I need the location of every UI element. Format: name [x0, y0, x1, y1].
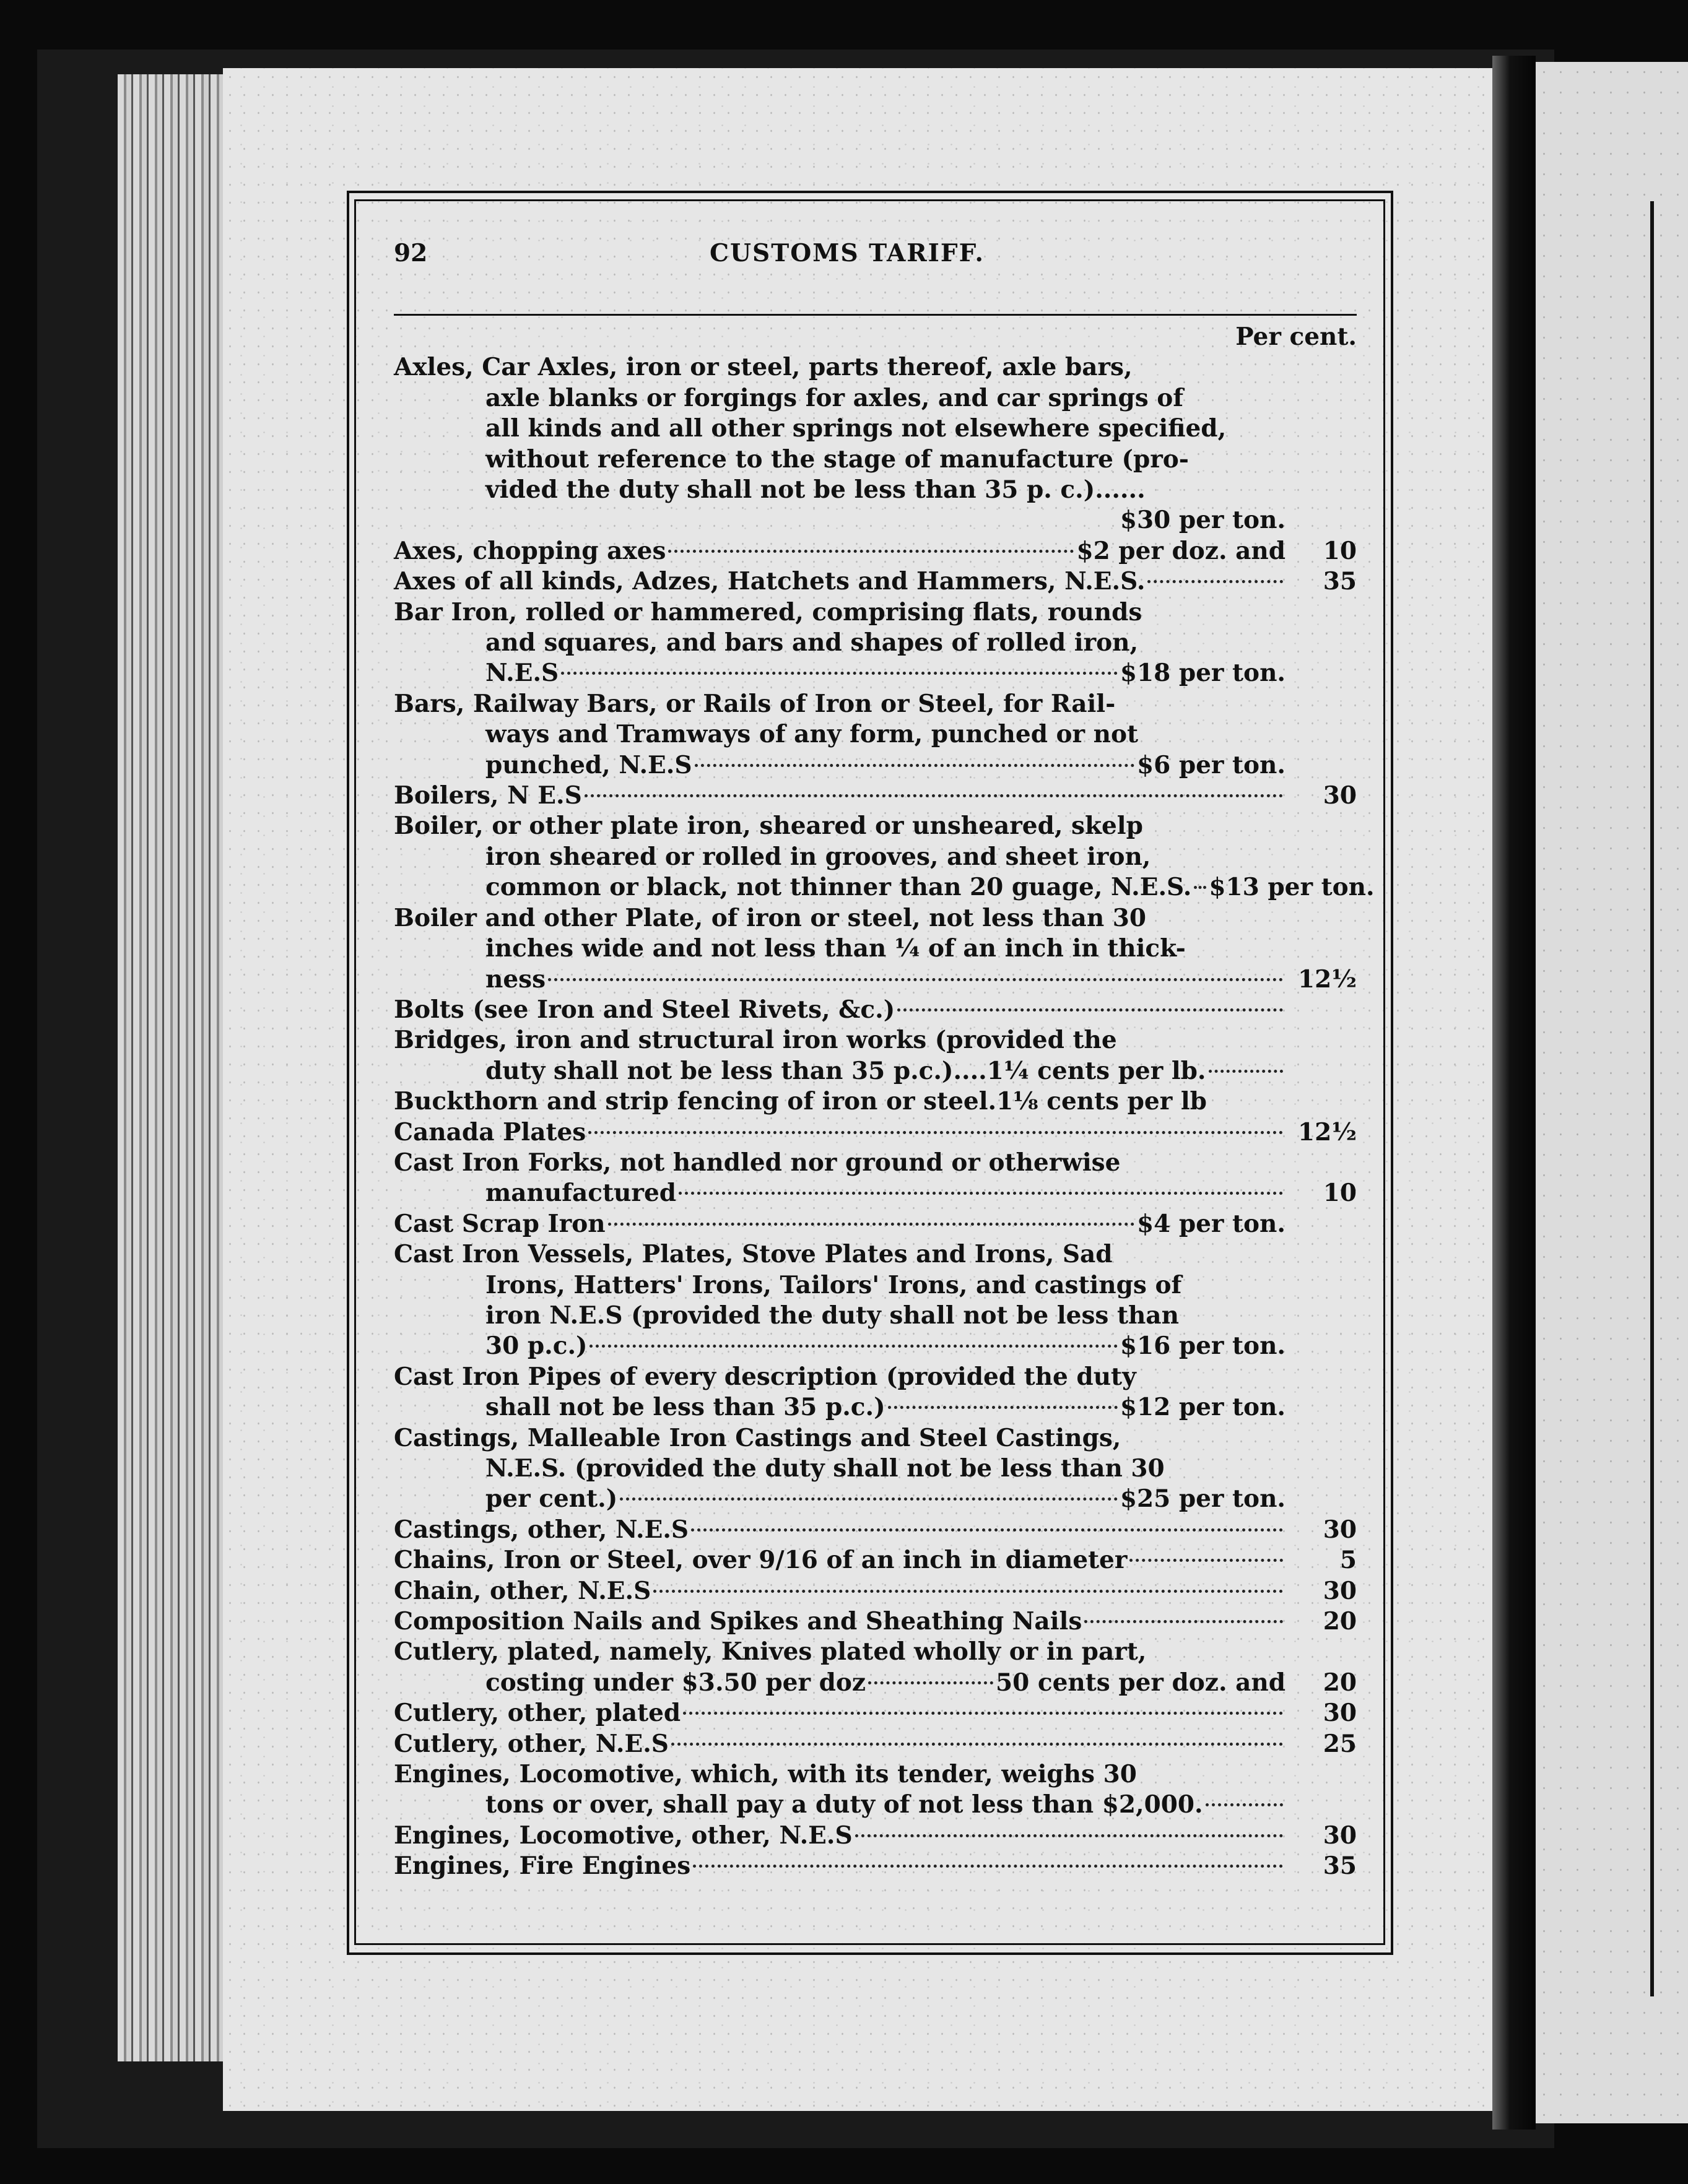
- dot-leader: [620, 1497, 1118, 1501]
- entry-line: [394, 903, 1286, 934]
- entry-text: Cutlery, other, plated: [394, 1699, 681, 1728]
- dot-leader: [588, 1131, 1283, 1134]
- tariff-entry: [394, 1025, 1357, 1086]
- entry-line: [394, 1086, 1286, 1117]
- tariff-entry: [394, 1209, 1357, 1239]
- entry-text: Engines, Locomotive, which, with its tender, weighs 30: [394, 1760, 1137, 1789]
- tariff-entries: [394, 352, 1375, 1881]
- entry-line: [394, 1301, 1286, 1331]
- dot-leader: [695, 764, 1134, 767]
- entry-line: [394, 658, 1286, 688]
- entry-text: Bolts (see Iron and Steel Rivets, &c.): [394, 995, 895, 1024]
- specific-duty: $13 per ton.: [1209, 873, 1375, 902]
- per-cent-rate: 30: [1323, 1515, 1357, 1544]
- dot-leader: [1209, 1070, 1284, 1073]
- dot-leader: [608, 1223, 1134, 1226]
- entry-text: Cutlery, plated, namely, Knives plated wholly or in part,: [394, 1637, 1147, 1666]
- tariff-entry: [394, 1515, 1357, 1545]
- tariff-entry: [394, 536, 1357, 566]
- dot-leader: [1129, 1559, 1283, 1562]
- running-header: [394, 238, 1357, 278]
- dot-leader: [589, 1345, 1117, 1348]
- entry-text: axle blanks or forgings for axles, and car springs of: [485, 383, 1184, 412]
- entry-text: ways and Tramways of any form, punched or not: [485, 720, 1139, 749]
- dot-leader: [585, 794, 1283, 797]
- entry-text: Irons, Hatters' Irons, Tailors' Irons, and castings of: [485, 1270, 1182, 1299]
- entry-line: [394, 536, 1286, 566]
- entry-line: [394, 1545, 1286, 1575]
- per-cent-rate: 20: [1323, 1607, 1357, 1636]
- entry-line: [394, 719, 1286, 750]
- entry-line: [394, 1698, 1286, 1728]
- entry-line: [394, 842, 1286, 872]
- entry-line: [394, 1759, 1286, 1790]
- entry-text: Composition Nails and Spikes and Sheathing Nails: [394, 1607, 1082, 1636]
- entry-text: Boiler, or other plate iron, sheared or unsheared, skelp: [394, 812, 1143, 841]
- entry-line: [394, 1576, 1286, 1606]
- entry-text: Buckthorn and strip fencing of iron or steel.1⅛ cents per lb: [394, 1087, 1207, 1116]
- tariff-entry: [394, 566, 1357, 597]
- entry-text: Axes, chopping axes: [394, 536, 666, 565]
- specific-duty: $16 per ton.: [1120, 1332, 1286, 1361]
- per-cent-rate: 25: [1323, 1729, 1357, 1758]
- tariff-entry: [394, 1239, 1357, 1362]
- entry-line: [394, 1729, 1286, 1759]
- tariff-entry: [394, 1729, 1357, 1759]
- entry-line: [394, 383, 1286, 414]
- header-rule: [394, 314, 1357, 316]
- specific-duty: $18 per ton.: [1120, 659, 1286, 688]
- tariff-entry: [394, 1362, 1357, 1423]
- tariff-entry: [394, 781, 1357, 811]
- specific-duty: $12 per ton.: [1120, 1393, 1286, 1422]
- entry-text: tons or over, shall pay a duty of not less than $2,000.: [485, 1790, 1203, 1819]
- per-cent-rate: 20: [1323, 1668, 1357, 1697]
- entry-text: Engines, Locomotive, other, N.E.S: [394, 1821, 853, 1850]
- per-cent-rate: 10: [1323, 536, 1357, 565]
- entry-line: [394, 1056, 1286, 1086]
- dot-leader: [1194, 886, 1206, 889]
- tariff-entry: [394, 811, 1375, 903]
- entry-text: per cent.): [485, 1484, 618, 1514]
- entry-line: [394, 1148, 1286, 1178]
- tariff-entry: [394, 352, 1357, 535]
- dot-leader: [679, 1192, 1283, 1195]
- tariff-entry: [394, 1637, 1357, 1698]
- dot-leader: [683, 1712, 1283, 1715]
- per-cent-rate: 12½: [1298, 964, 1357, 994]
- tariff-entry: [394, 903, 1357, 995]
- book-gutter: [1492, 56, 1536, 2130]
- entry-text: N.E.S: [485, 659, 559, 688]
- entry-line: [394, 1025, 1286, 1055]
- entry-line: [394, 1637, 1286, 1667]
- per-cent-rate: 35: [1323, 567, 1357, 596]
- tariff-entry: [394, 1423, 1357, 1515]
- tariff-entry: [394, 1148, 1357, 1209]
- per-cent-rate: 30: [1323, 1699, 1357, 1728]
- tariff-entry: [394, 689, 1357, 781]
- per-cent-rate: 12½: [1298, 1117, 1357, 1146]
- entry-line: [394, 352, 1286, 383]
- entry-line: [394, 597, 1286, 628]
- entry-line: [394, 1362, 1286, 1392]
- specific-duty: 50 cents per doz. and: [996, 1668, 1286, 1697]
- entry-text: 30 p.c.): [485, 1332, 588, 1361]
- page-title: CUSTOMS TARIFF.: [710, 239, 985, 267]
- entry-line: [394, 1484, 1286, 1514]
- entry-line: [394, 628, 1286, 658]
- entry-text: Chains, Iron or Steel, over 9/16 of an inch in diameter: [394, 1546, 1128, 1575]
- dot-leader: [671, 1743, 1283, 1746]
- entry-line: [394, 505, 1286, 535]
- per-cent-rate: 30: [1323, 781, 1357, 810]
- entry-line: [394, 1239, 1286, 1270]
- entry-line: [394, 1454, 1286, 1484]
- dot-leader: [1206, 1803, 1283, 1806]
- entry-line: [394, 872, 1375, 903]
- entry-line: [394, 1178, 1286, 1208]
- entry-text: punched, N.E.S: [485, 750, 692, 779]
- dot-leader: [548, 978, 1283, 981]
- tariff-entry: [394, 1086, 1357, 1117]
- entry-text: without reference to the stage of manufacture (pro-: [485, 444, 1189, 474]
- entry-line: [394, 566, 1286, 597]
- entry-line: [394, 964, 1286, 995]
- entry-text: N.E.S. (provided the duty shall not be less than 30: [485, 1454, 1165, 1483]
- tariff-entry: [394, 995, 1357, 1025]
- entry-line: [394, 995, 1286, 1025]
- entry-text: Castings, Malleable Iron Castings and Steel Castings,: [394, 1423, 1121, 1452]
- dot-leader: [1147, 580, 1283, 583]
- dot-leader: [653, 1590, 1283, 1593]
- tariff-content: [394, 238, 1375, 1882]
- tariff-entry: [394, 1821, 1357, 1851]
- entry-line: [394, 934, 1286, 964]
- dot-leader: [855, 1834, 1283, 1837]
- dot-leader: [693, 1865, 1283, 1868]
- entry-line: [394, 1392, 1286, 1423]
- dot-leader: [691, 1528, 1283, 1532]
- entry-text: inches wide and not less than ¼ of an inch in thick-: [485, 934, 1186, 963]
- dot-leader: [668, 550, 1074, 553]
- entry-text: Cutlery, other, N.E.S: [394, 1729, 669, 1758]
- entry-text: Cast Scrap Iron: [394, 1209, 606, 1238]
- entry-text: Axles, Car Axles, iron or steel, parts thereof, axle bars,: [394, 353, 1133, 382]
- tariff-entry: [394, 1698, 1357, 1728]
- specific-duty: $25 per ton.: [1120, 1484, 1286, 1514]
- per-cent-rate: 30: [1323, 1821, 1357, 1850]
- entry-text: costing under $3.50 per doz: [485, 1668, 866, 1697]
- entry-line: [394, 1423, 1286, 1454]
- entry-text: Cast Iron Forks, not handled nor ground or otherwise: [394, 1148, 1121, 1177]
- facing-page: [1536, 62, 1688, 2123]
- entry-text: shall not be less than 35 p.c.): [485, 1393, 885, 1422]
- entry-text: Engines, Fire Engines: [394, 1852, 691, 1881]
- per-cent-rate: 10: [1323, 1179, 1357, 1208]
- entry-line: [394, 444, 1286, 475]
- per-cent-rate: 35: [1323, 1852, 1357, 1881]
- entry-text: Bar Iron, rolled or hammered, comprising flats, rounds: [394, 597, 1142, 626]
- tariff-entry: [394, 1759, 1357, 1821]
- tariff-entry: [394, 1851, 1357, 1881]
- entry-line: [394, 1270, 1286, 1301]
- specific-duty: $4 per ton.: [1136, 1209, 1286, 1238]
- entry-text: Bars, Railway Bars, or Rails of Iron or Steel, for Rail-: [394, 689, 1116, 718]
- specific-duty: $6 per ton.: [1136, 750, 1286, 779]
- entry-line: [394, 1117, 1286, 1148]
- tariff-entry: [394, 1576, 1357, 1606]
- entry-line: [394, 1515, 1286, 1545]
- page-number: 92: [394, 239, 428, 267]
- entry-text: all kinds and all other springs not elsewhere specified,: [485, 414, 1227, 443]
- entry-line: [394, 811, 1286, 841]
- entry-text: Axes of all kinds, Adzes, Hatchets and Hammers, N.E.S.: [394, 567, 1146, 596]
- specific-duty: $30 per ton.: [1120, 506, 1286, 535]
- facing-page-border: [1650, 201, 1654, 1996]
- entry-line: [394, 475, 1286, 505]
- entry-line: [394, 1668, 1286, 1698]
- per-cent-rate: 30: [1323, 1576, 1357, 1605]
- entry-text: vided the duty shall not be less than 35 p. c.)......: [485, 475, 1146, 505]
- dot-leader: [897, 1008, 1283, 1012]
- entry-text: ness: [485, 964, 546, 994]
- entry-text: manufactured: [485, 1179, 677, 1208]
- entry-line: [394, 1851, 1286, 1881]
- tariff-entry: [394, 1545, 1357, 1575]
- tariff-entry: [394, 1117, 1357, 1148]
- entry-line: [394, 781, 1286, 811]
- dot-leader: [561, 672, 1118, 675]
- entry-text: Bridges, iron and structural iron works (provided the: [394, 1026, 1117, 1055]
- entry-line: [394, 1821, 1286, 1851]
- per-cent-rate: 5: [1339, 1546, 1357, 1575]
- entry-text: iron sheared or rolled in grooves, and sheet iron,: [485, 842, 1151, 871]
- entry-line: [394, 1331, 1286, 1361]
- entry-text: Boiler and other Plate, of iron or steel, not less than 30: [394, 903, 1147, 932]
- entry-text: Canada Plates: [394, 1117, 586, 1146]
- specific-duty: $2 per doz. and: [1076, 536, 1286, 565]
- entry-line: [394, 1606, 1286, 1637]
- entry-line: [394, 1209, 1286, 1239]
- entry-text: Castings, other, N.E.S: [394, 1515, 689, 1544]
- entry-text: Boilers, N E.S: [394, 781, 582, 810]
- entry-line: [394, 414, 1286, 444]
- per-cent-column-heading: Per cent.: [1235, 323, 1357, 351]
- entry-line: [394, 1790, 1286, 1820]
- entry-line: [394, 689, 1286, 719]
- entry-text: Cast Iron Vessels, Plates, Stove Plates and Irons, Sad: [394, 1240, 1113, 1269]
- entry-text: iron N.E.S (provided the duty shall not be less than: [485, 1301, 1179, 1330]
- entry-text: Cast Iron Pipes of every description (provided the duty: [394, 1362, 1136, 1391]
- entry-line: [394, 750, 1286, 781]
- entry-text: duty shall not be less than 35 p.c.)....1¼ cents per lb.: [485, 1056, 1206, 1085]
- dot-leader: [868, 1681, 993, 1684]
- tariff-entry: [394, 1606, 1357, 1637]
- dot-leader: [1084, 1620, 1283, 1623]
- entry-text: and squares, and bars and shapes of rolled iron,: [485, 628, 1139, 657]
- entry-text: Chain, other, N.E.S: [394, 1576, 651, 1605]
- entry-text: common or black, not thinner than 20 guage, N.E.S.: [485, 873, 1192, 902]
- tariff-entry: [394, 597, 1357, 689]
- dot-leader: [888, 1406, 1118, 1409]
